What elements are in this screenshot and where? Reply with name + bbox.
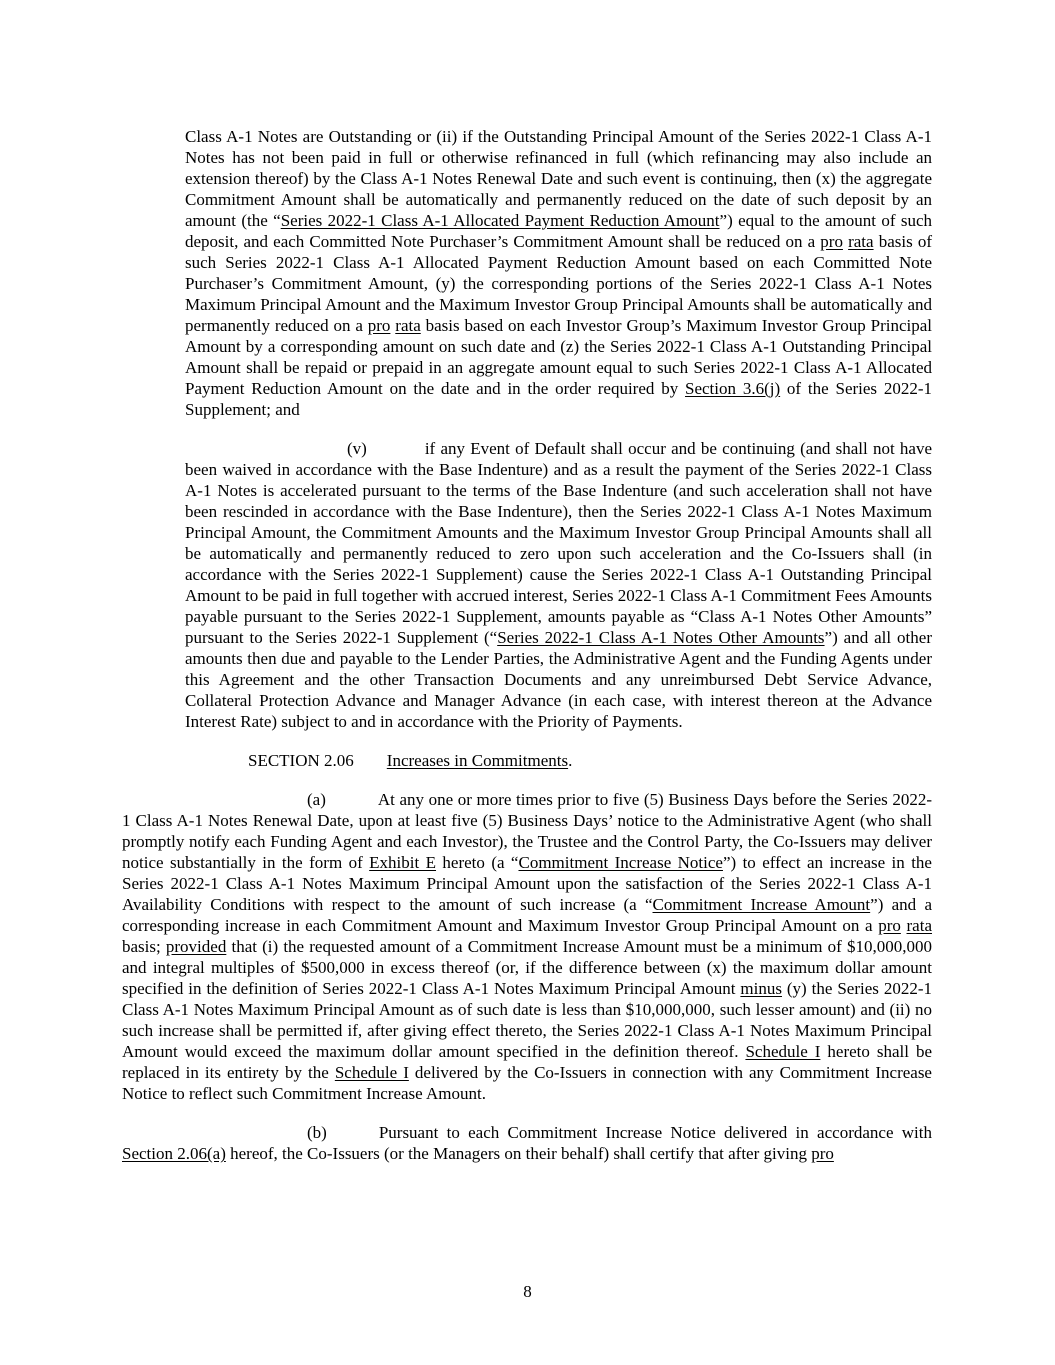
text-run: At any one or more times prior to five (5) Business Days before the Series 2022-1 Class A-1 Notes Renewal Date, upon at least five (5) Business Days’ notice to the Administrative Agent (who shall promptly notify each Funding Agent and each Investor), the Trustee and the Control Party, the Co-Issuers may deliver notice substantially in the form of [122,790,932,872]
underlined-text-run: Series 2022-1 Class A-1 Notes Other Amounts [497,628,825,647]
text-run: ”) to effect an increase in the Series 2022-1 Class A-1 Notes Maximum Principal Amount upon the satisfaction of the Series 2022-1 Class A-1 Availability Conditions with respect to the amount of such increase (a “ [122,853,932,914]
underlined-text-run: rata [848,232,874,251]
text-run: that (i) the requested amount of a Commitment Increase Amount must be a minimum of $10,000,000 and integral multiples of $500,000 in excess thereof (or, if the difference between (x) the maximum dollar amount specified in the definition of Series 2022-1 Class A-1 Notes Maximum Principal Amount [122,937,932,998]
underlined-text-run: provided [165,937,227,956]
text-run: Pursuant to each Commitment Increase Notice delivered in accordance with [378,1123,932,1142]
text-run: if any Event of Default shall occur and be continuing (and shall not have been waived in accordance with the Base Indenture) and as a result the payment of the Series 2022-1 Class A-1 Notes is accelerated pursuant to the terms of the Base Indenture (and such acceleration shall not have been rescinded in accordance with the Base Indenture), then the Series 2022-1 Class A-1 Notes Maximum Principal Amount, the Commitment Amounts and the Maximum Investor Group Principal Amounts shall all be automatically and permanently reduced to zero upon such acceleration and the Co-Issuers shall (in accordance with the Series 2022-1 Supplement) cause the Series 2022-1 Class A-1 Outstanding Principal Amount to be paid in full together with accrued interest, Series 2022-1 Class A-1 Commitment Fees Amounts payable pursuant to the Series 2022-1 Supplement, amounts payable as “Class A-1 Notes Other Amounts” pursuant to the Series 2022-1 Supplement (“ [185,439,932,647]
underlined-text-run: Schedule I [334,1063,409,1082]
paragraph-2-06-a [122,789,932,1104]
text-run: (b) [307,1123,327,1142]
text-run: ”) and all other amounts then due and payable to the Lender Parties, the Administrative Agent and the Funding Agents under this Agreement and the other Transaction Documents and any unreimbursed Debt Service Advance, Collateral Protection Advance and Manager Advance (in each case, with interest thereon at the Advance Interest Rate) subject to and in accordance with the Priority of Payments. [185,628,932,731]
underlined-text-run: Series 2022-1 Class A-1 Allocated Payment Reduction Amount [280,211,720,230]
text-run: ”) equal to the amount of such deposit, and each Committed Note Purchaser’s Commitment Amount shall be reduced on a [185,211,933,251]
text-run: hereto shall be replaced in its entirety by the [122,1042,932,1082]
section-2-06-heading [122,750,932,771]
text-run: basis based on each Investor Group’s Maximum Investor Group Principal Amount by a corresponding amount on such date and (z) the Series 2022-1 Class A-1 Outstanding Principal Amount shall be repaid or prepaid in an aggregate amount equal to such Series 2022-1 Class A-1 Allocated Payment Reduction Amount on the date and in the order required by [185,316,933,398]
text-run: basis; [122,937,166,956]
underlined-text-run: rata [395,316,421,335]
text-run: SECTION 2.06 [248,751,354,770]
underlined-text-run: pro [367,316,391,335]
underlined-text-run: Commitment Increase Amount [652,895,871,914]
underlined-text-run: pro [878,916,901,935]
underlined-text-run: Section 3.6(j) [685,379,781,398]
underlined-text-run: rata [906,916,932,935]
text-run: . [568,751,573,770]
text-run: hereof, the Co-Issuers (or the Managers on their behalf) shall certify that after giving [225,1144,812,1163]
text-run: delivered by the Co-Issuers in connection with any Commitment Increase Notice to reflect such Commitment Increase Amount. [122,1063,932,1103]
text-run: hereto (a “ [436,853,519,872]
text-run: basis of such Series 2022-1 Class A-1 Allocated Payment Reduction Amount based on each Committed Note Purchaser’s Commitment Amount, (y) the corresponding portions of the Series 2022-1 Class A-1 Notes Maximum Principal Amount and the Maximum Investor Group Principal Amounts shall be automatically and permanently reduced on a [185,232,932,335]
paragraph-2-06-b [122,1122,932,1164]
underlined-text-run: pro [811,1144,834,1163]
text-run: of the Series 2022-1 Supplement; and [185,379,933,419]
document-body [122,126,932,1182]
paragraph-clause-v [185,438,932,732]
underlined-text-run: Commitment Increase Notice [518,853,723,872]
underlined-text-run: Exhibit E [369,853,437,872]
underlined-text-run: Section 2.06(a) [122,1144,226,1163]
underlined-text-run: pro [820,232,843,251]
text-run: (y) the Series 2022-1 Class A-1 Notes Maximum Principal Amount as of such date is less than $10,000,000, such lesser amount) and (ii) no such increase shall be permitted if, after giving effect thereto, the Series 2022-1 Class A-1 Notes Maximum Principal Amount would exceed the maximum dollar amount specified in the definition thereof. [122,979,932,1061]
text-run: Class A-1 Notes are Outstanding or (ii) if the Outstanding Principal Amount of the Series 2022-1 Class A-1 Notes has not been paid in full or otherwise refinanced in full (which refinancing may also include an extension thereof) by the Class A-1 Notes Renewal Date and such event is continuing, then (x) the aggregate Commitment Amount shall be automatically and permanently reduced on the date of such deposit by an amount (the “ [185,127,932,230]
text-run: (a) [307,790,326,809]
underlined-text-run: Schedule I [745,1042,821,1061]
text-run: ”) and a corresponding increase in each Commitment Amount and Maximum Investor Group Principal Amount on a [122,895,932,935]
underlined-text-run: minus [740,979,782,998]
page-number: 8 [523,1282,532,1301]
paragraph-clause-iv-continuation [185,126,932,420]
underlined-text-run: Increases in Commitments [386,751,569,770]
text-run: (v) [347,439,367,458]
